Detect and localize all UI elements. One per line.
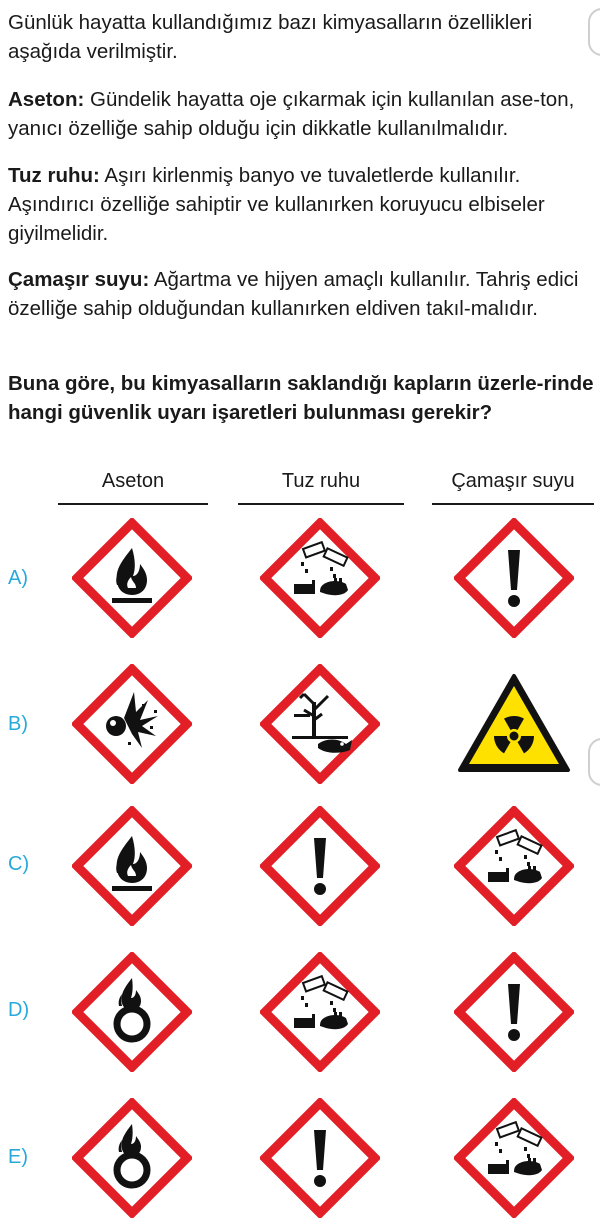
flame-icon [72,806,192,926]
option-d-camasir-suyu-sign [454,952,574,1072]
exclamation-icon [454,518,574,638]
question-text: Buna göre, bu kimyasalların saklandığı kapların üzerle-rinde hangi güvenlik uyarı işaretleri bulunması gerekir? [8,372,594,424]
item-name-tuz-ruhu: Tuz ruhu: [8,164,100,187]
item-name-aseton: Aseton: [8,88,85,111]
column-header-tuz-ruhu: Tuz ruhu [281,470,361,492]
option-a-aseton-sign [72,518,192,638]
page-edge-tab-middle [588,738,600,786]
item-tuz-ruhu [8,161,596,248]
option-e-tuz-ruhu-sign [260,1098,380,1218]
radiation-icon [454,664,574,784]
column-rule-tuz-ruhu [238,503,404,505]
option-label-b[interactable]: B) [8,713,28,735]
environment-icon [260,664,380,784]
corrosion-icon [260,518,380,638]
option-label-e[interactable]: E) [8,1146,28,1168]
intro-line-2: aşağıda verilmiştir. [8,40,178,63]
column-header-camasir-suyu: Çamaşır suyu [451,470,575,492]
item-text-camasir-suyu: Ağartma ve hijyen amaçlı kullanılır. Tahriş edici özelliğe sahip olduğundan kullanırken eldiven takıl-malıdır. [8,268,579,320]
exclamation-icon [260,806,380,926]
item-name-camasir-suyu: Çamaşır suyu: [8,268,150,291]
item-text-aseton: Gündelik hayatta oje çıkarmak için kullanılan ase-ton, yanıcı özelliğe sahip olduğu için dikkatle kullanılmalıdır. [8,88,575,140]
column-rule-aseton [58,503,208,505]
page-edge-tab-top [588,8,600,56]
option-b-aseton-sign [72,664,192,784]
option-e-camasir-suyu-sign [454,1098,574,1218]
option-label-a[interactable]: A) [8,567,28,589]
oxidizer-icon [72,952,192,1072]
oxidizer-icon [72,1098,192,1218]
explosive-icon [72,664,192,784]
option-label-d[interactable]: D) [8,999,30,1021]
intro-paragraph [8,8,596,66]
option-a-camasir-suyu-sign [454,518,574,638]
intro-line-1: Günlük hayatta kullandığımız bazı kimyasalların özellikleri [8,11,533,34]
option-c-aseton-sign [72,806,192,926]
corrosion-icon [454,806,574,926]
column-header-aseton: Aseton [101,470,165,492]
option-e-aseton-sign [72,1098,192,1218]
corrosion-icon [454,1098,574,1218]
option-b-tuz-ruhu-sign [260,664,380,784]
item-camasir-suyu [8,265,596,323]
exclamation-icon [260,1098,380,1218]
option-c-camasir-suyu-sign [454,806,574,926]
item-text-tuz-ruhu: Aşırı kirlenmiş banyo ve tuvaletlerde kullanılır. Aşındırıcı özelliğe sahiptir ve kullanırken koruyucu elbiseler giyilmelidir. [8,164,545,245]
option-a-tuz-ruhu-sign [260,518,380,638]
flame-icon [72,518,192,638]
option-d-tuz-ruhu-sign [260,952,380,1072]
option-b-camasir-suyu-sign [454,664,574,784]
option-label-c[interactable]: C) [8,853,30,875]
column-rule-camasir-suyu [432,503,594,505]
corrosion-icon [260,952,380,1072]
option-c-tuz-ruhu-sign [260,806,380,926]
exclamation-icon [454,952,574,1072]
option-d-aseton-sign [72,952,192,1072]
item-aseton [8,85,596,143]
